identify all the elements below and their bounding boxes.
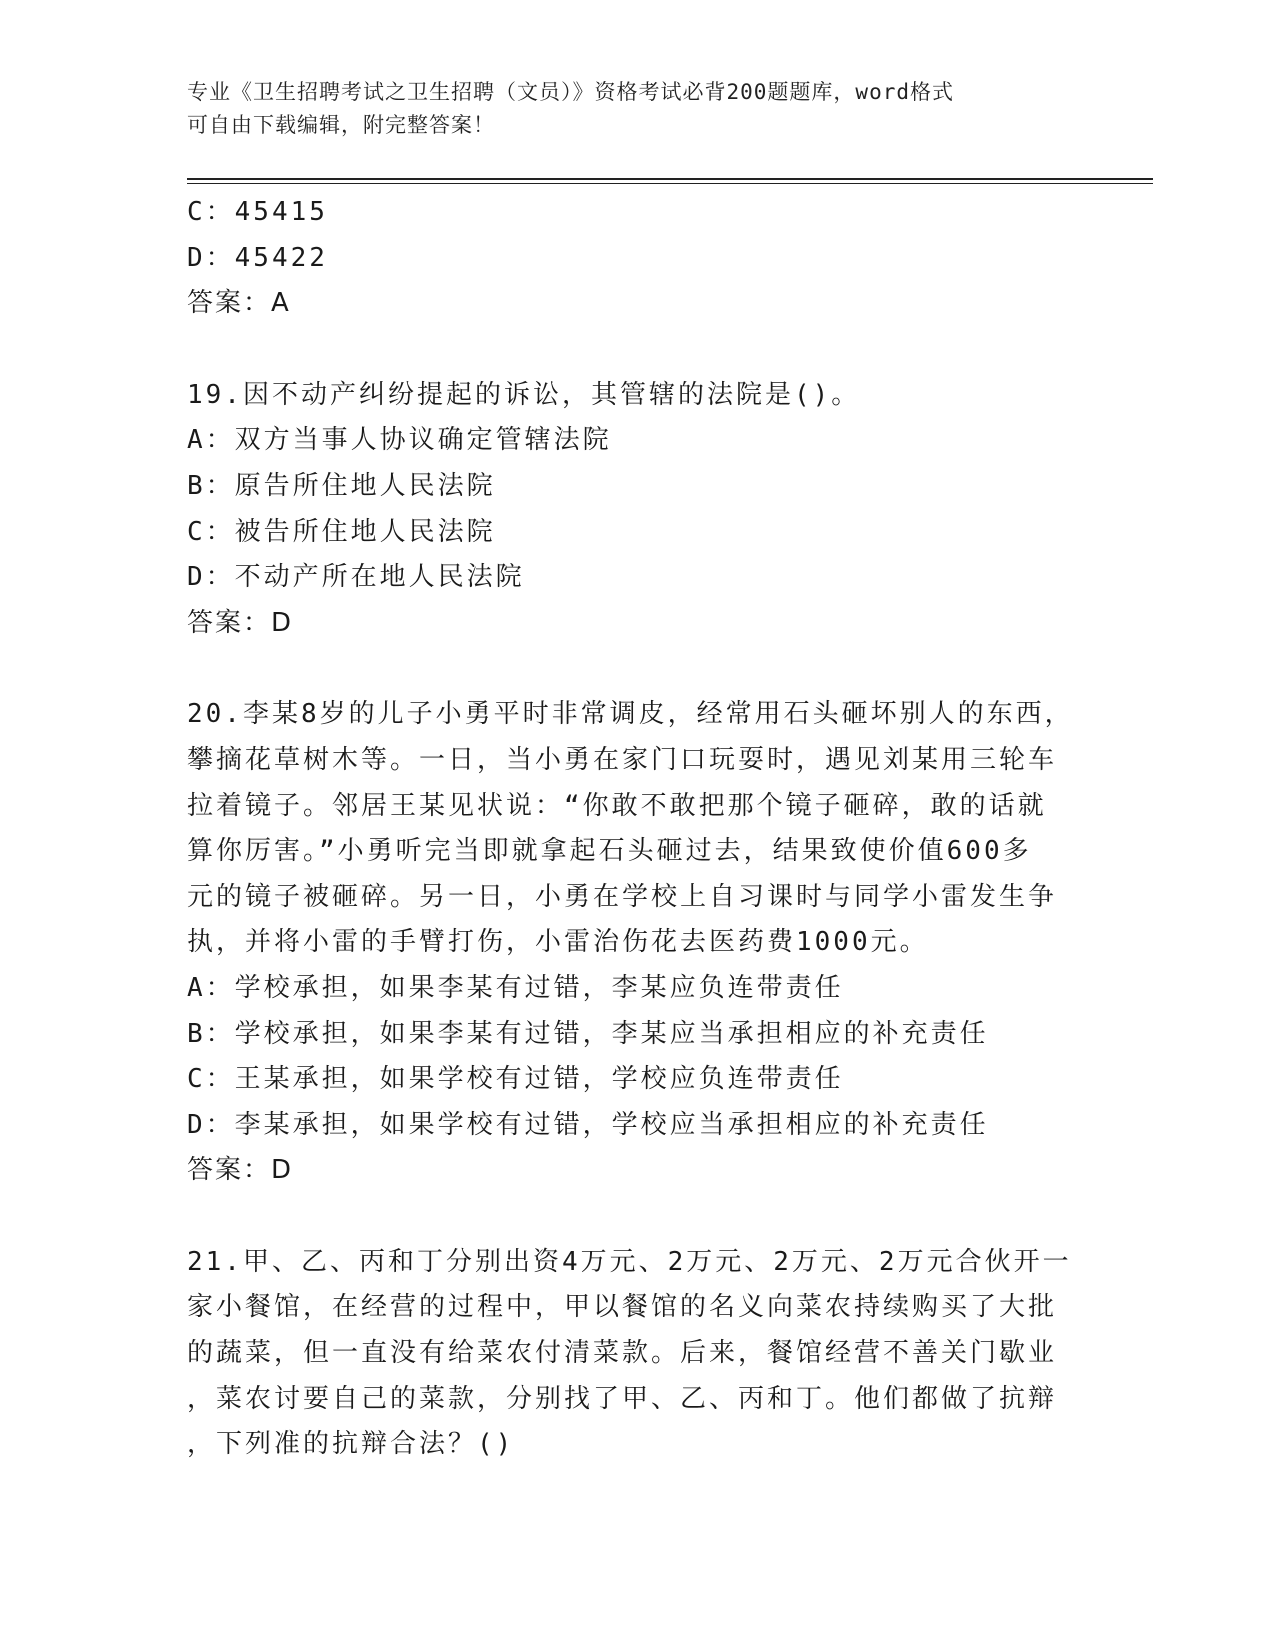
question-stem-line: 执，并将小雷的手臂打伤，小雷治伤花去医药费1000元。 xyxy=(187,927,929,958)
option-b: B：原告所住地人民法院 xyxy=(187,470,496,501)
question-stem-line: 拉着镜子。邻居王某见状说：“你敢不敢把那个镜子砸碎，敢的话就 xyxy=(187,790,1047,821)
question-stem-line: 的蔬菜，但一直没有给菜农付清菜款。后来，餐馆经营不善关门歇业 xyxy=(187,1338,1058,1369)
option-c: C：王某承担，如果学校有过错，学校应负连带责任 xyxy=(187,1064,844,1095)
option-c: C：45415 xyxy=(187,197,328,227)
question-18-tail xyxy=(187,190,1087,327)
question-stem-line: 元的镜子被砸碎。另一日，小勇在学校上自习课时与同学小雷发生争 xyxy=(187,881,1058,912)
header-rule-thin xyxy=(187,183,1153,184)
question-stem-line: 攀摘花草树木等。一日，当小勇在家门口玩耍时，遇见刘某用三轮车 xyxy=(187,744,1058,775)
option-c: C：被告所住地人民法院 xyxy=(187,516,496,547)
option-d: D：不动产所在地人民法院 xyxy=(187,562,525,593)
answer: 答案：D xyxy=(187,607,294,638)
question-stem-line: 算你厉害。”小勇听完当即就拿起石头砸过去，结果致使价值600多 xyxy=(187,836,1032,867)
question-stem: 19.因不动产纠纷提起的诉讼，其管辖的法院是()。 xyxy=(187,379,861,410)
answer: 答案：D xyxy=(187,1155,294,1186)
option-a: A：学校承担，如果李某有过错，李某应负连带责任 xyxy=(187,972,844,1003)
document-body xyxy=(187,190,1087,1468)
option-d: D：45422 xyxy=(187,242,328,273)
header-line-2: 可自由下载编辑，附完整答案！ xyxy=(187,113,495,137)
document-header xyxy=(187,76,1087,142)
question-stem-line: ，下列准的抗辩合法？() xyxy=(187,1429,515,1460)
option-a: A：双方当事人协议确定管辖法院 xyxy=(187,425,612,456)
question-stem-line: 21.甲、乙、丙和丁分别出资4万元、2万元、2万元、2万元合伙开一 xyxy=(187,1246,1072,1277)
question-20 xyxy=(187,692,1087,1194)
question-stem-line: 家小餐馆，在经营的过程中，甲以餐馆的名义向菜农持续购买了大批 xyxy=(187,1292,1058,1323)
question-stem-line: 20.李某8岁的儿子小勇平时非常调皮，经常用石头砸坏别人的东西， xyxy=(187,699,1074,730)
header-rule-thick xyxy=(187,178,1153,180)
option-b: B：学校承担，如果李某有过错，李某应当承担相应的补充责任 xyxy=(187,1018,989,1049)
question-stem-line: ，菜农讨要自己的菜款，分别找了甲、乙、丙和丁。他们都做了抗辩 xyxy=(187,1383,1058,1414)
answer: 答案：A xyxy=(187,288,291,319)
question-21 xyxy=(187,1240,1087,1468)
header-line-1: 专业《卫生招聘考试之卫生招聘（文员）》资格考试必背200题题库，word格式 xyxy=(187,80,954,104)
question-19 xyxy=(187,373,1087,647)
option-d: D：李某承担，如果学校有过错，学校应当承担相应的补充责任 xyxy=(187,1109,989,1140)
